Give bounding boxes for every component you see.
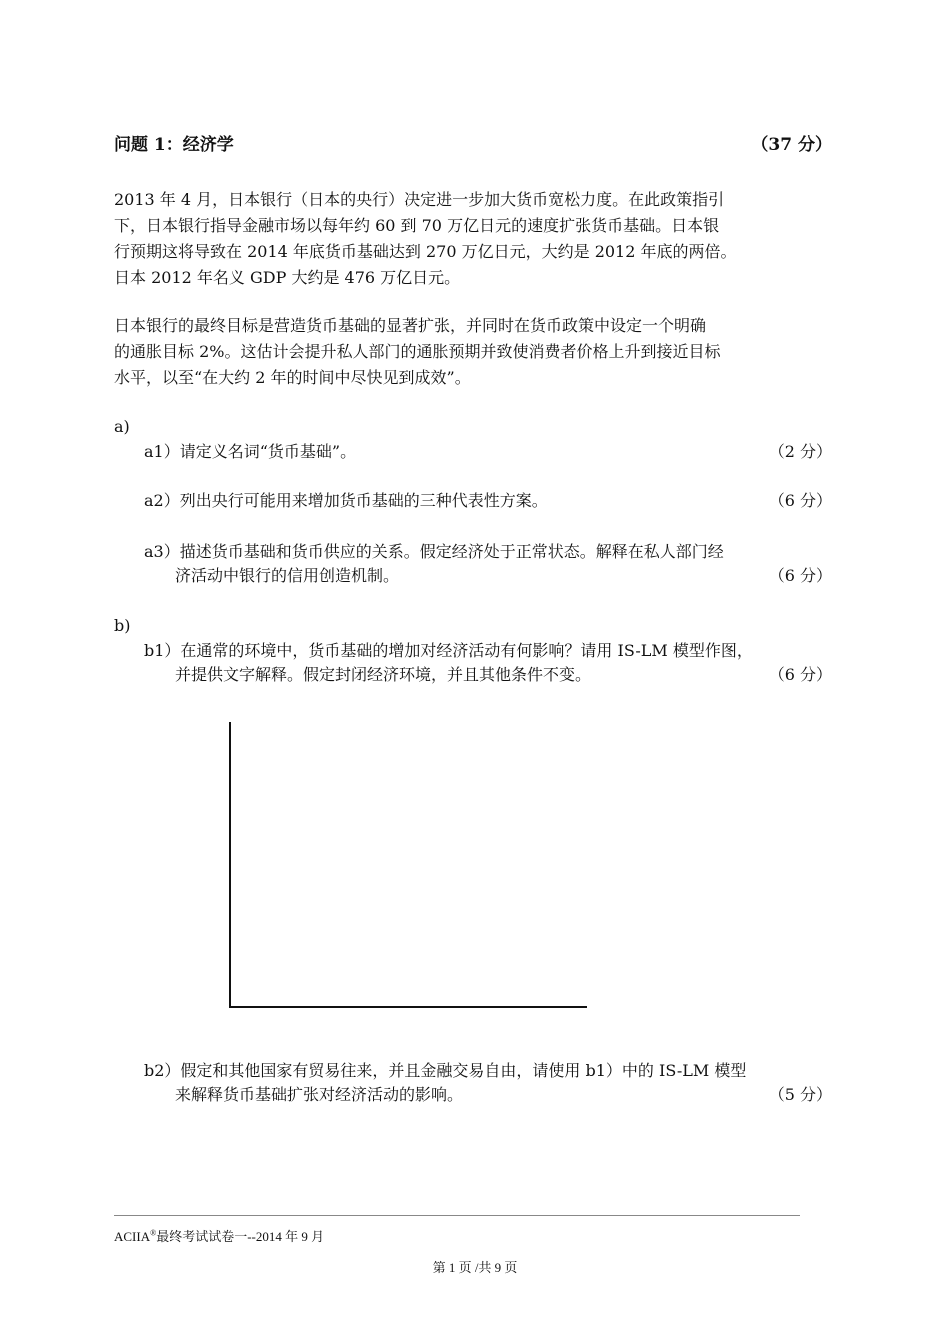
- page-number: 第 1 页 /共 9 页: [432, 1260, 518, 1275]
- question-a3-line2: 济活动中银行的信用创造机制。: [175, 566, 400, 585]
- question-a2-points: （6 分）: [768, 491, 832, 510]
- question-b1-line1: b1）在通常的环境中，货币基础的增加对经济活动有何影响？请用 IS-LM 模型作图，: [144, 641, 753, 660]
- footer-exam-prefix: ACIIA: [114, 1229, 151, 1244]
- part-a-label: a): [114, 417, 130, 436]
- intro-p2-line: 日本银行的最终目标是营造货币基础的显著扩张，并同时在货币政策中设定一个明确: [114, 316, 707, 335]
- question-b1-line2: 并提供文字解释。假定封闭经济环境，并且其他条件不变。: [175, 665, 592, 684]
- footer-exam-title: [114, 1226, 324, 1245]
- intro-p1-line: 2013 年 4 月，日本银行（日本的央行）决定进一步加大货币宽松力度。在此政策指引: [114, 190, 725, 209]
- intro-p2-line: 水平，以至“在大约 2 年的时间中尽快见到成效”。: [114, 368, 471, 387]
- intro-p1-line: 日本 2012 年名义 GDP 大约是 476 万亿日元。: [114, 268, 461, 287]
- question-a1: a1）请定义名词“货币基础”。: [144, 442, 357, 461]
- x-axis-line: [229, 1006, 587, 1008]
- question-b2-line2: 来解释货币基础扩张对经济活动的影响。: [175, 1085, 464, 1104]
- y-axis-line: [229, 722, 231, 1008]
- question-b1-points: （6 分）: [768, 665, 832, 684]
- part-b-label: b): [114, 616, 131, 635]
- question-b2-line1: b2）假定和其他国家有贸易往来，并且金融交易自由，请使用 b1）中的 IS-LM 模型: [144, 1061, 747, 1080]
- question-a3-points: （6 分）: [768, 566, 832, 585]
- question-points: （37 分）: [751, 135, 832, 155]
- question-b2-points: （5 分）: [768, 1085, 832, 1104]
- intro-p1-line: 下，日本银行指导金融市场以每年约 60 到 70 万亿日元的速度扩张货币基础。日本银: [114, 216, 720, 235]
- footer-divider: [114, 1215, 800, 1216]
- question-a2: a2）列出央行可能用来增加货币基础的三种代表性方案。: [144, 491, 548, 510]
- footer-exam-suffix: 最终考试试卷一--2014 年 9 月: [156, 1229, 325, 1244]
- question-a3-line1: a3）描述货币基础和货币供应的关系。假定经济处于正常状态。解释在私人部门经: [144, 542, 724, 561]
- registered-mark: ®: [150, 1228, 157, 1238]
- question-a1-points: （2 分）: [768, 442, 832, 461]
- question-title: 问题 1：经济学: [114, 135, 234, 155]
- intro-p1-line: 行预期这将导致在 2014 年底货币基础达到 270 万亿日元，大约是 2012 年底的两倍。: [114, 242, 737, 261]
- intro-p2-line: 的通胀目标 2%。这估计会提升私人部门的通胀预期并致使消费者价格上升到接近目标: [114, 342, 721, 361]
